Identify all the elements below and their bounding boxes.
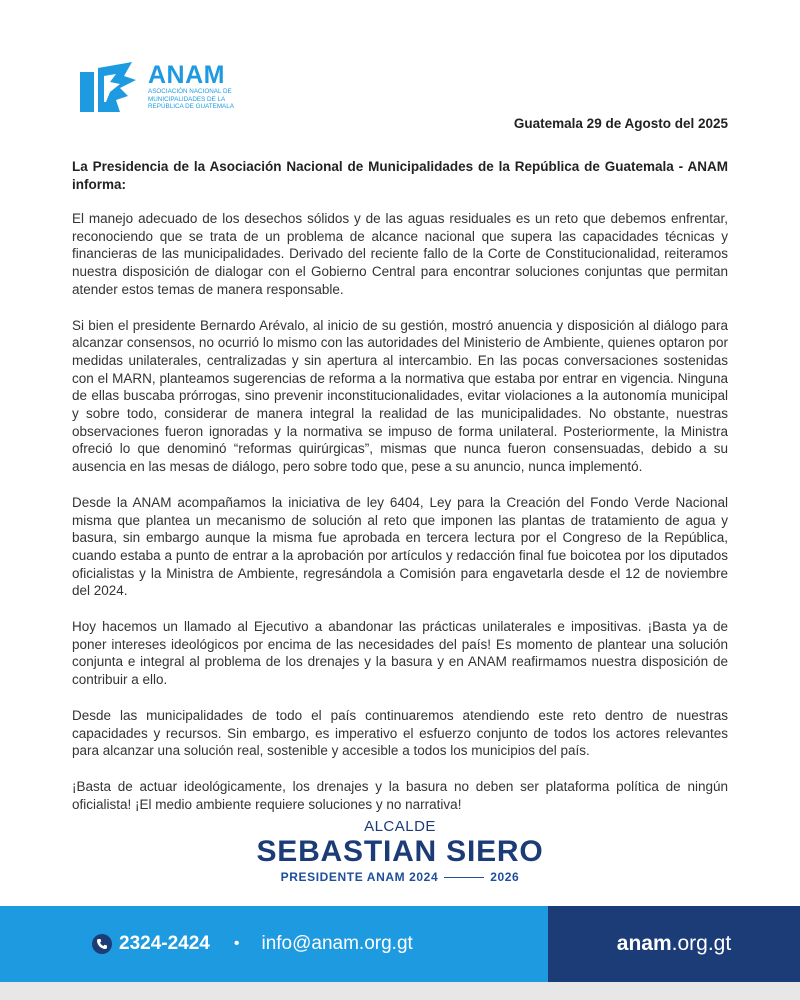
signature-block xyxy=(0,818,800,884)
signature-role xyxy=(0,870,800,884)
guatemala-map-logo-icon xyxy=(80,62,138,112)
bottom-strip xyxy=(0,982,800,1000)
paragraph: El manejo adecuado de los desechos sólidos y de las aguas residuales es un reto que debemos enfrentar, reconociendo que se trata de un problema de alcance nacional que supera las capacidades técnicas y financieras de las municipalidades. Derivado del reciente fallo de la Corte de Constitucionalidad, reiteramos nuestra disposición de dialogar con el Gobierno Central para encontrar soluciones conjuntas que permitan atender estos temas de manera responsable. xyxy=(72,211,728,297)
paragraph: Si bien el presidente Bernardo Arévalo, al inicio de su gestión, mostró anuencia y disposición al diálogo para alcanzar consensos, no ocurrió lo mismo con las autoridades del Ministerio de Ambiente, quienes optaron por medidas unilaterales, centralizadas y sin apertura al intercambio. En las pocas conversaciones sostenidas con el MARN, planteamos sugerencias de reforma a la normativa que estaba por entrar en vigencia. Ninguna de ellas buscaba prórrogas, sino prevenir inconstitucionalidades, evitar violaciones a la autonomía municipal y sobre todo, considerar de manera integral la realidad de las municipalidades. No obstante, nuestras observaciones fueron ignoradas y la normativa se impuso de forma unilateral. Posteriormente, la Ministra ofreció lo que denominó “reformas quirúrgicas”, mismas que nunca fueron consensuadas, debido a su ausencia en las mesas de diálogo, pero sobre todo que, pese a su anuncio, nunca implementó. xyxy=(72,317,728,475)
email-link[interactable]: info@anam.org.gt xyxy=(261,933,413,954)
document-date: Guatemala 29 de Agosto del 2025 xyxy=(513,116,728,131)
footer-bar xyxy=(0,906,800,982)
website-bold: anam xyxy=(616,932,672,955)
logo-name: ANAM xyxy=(148,61,225,89)
phone-number[interactable]: 2324-2424 xyxy=(119,933,210,954)
document-body xyxy=(72,158,728,831)
paragraph: Desde las municipalidades de todo el país continuaremos atendiendo este reto dentro de nuestras capacidades y recursos. Sin embargo, es imperativo el esfuerzo conjunto de todos los actores relevantes para alcanzar una solución real, sostenible y accesible a todos los municipios del país. xyxy=(72,707,728,759)
intro-heading: La Presidencia de la Asociación Nacional de Municipalidades de la República de Guatemala - ANAM informa: xyxy=(72,159,728,192)
website-rest: .org.gt xyxy=(671,932,732,955)
paragraph: Desde la ANAM acompañamos la iniciativa de ley 6404, Ley para la Creación del Fondo Verde Nacional misma que plantea un mecanismo de solución al reto que imponen las plantas de tratamiento de agua y basura, sin embargo aunque la misma fue aprobada en tercera lectura por el Congreso de la República, cuando estaba a punto de entrar a la aprobación por artículos y redacción final fue boicotea por los diputados oficialistas y la Ministra de Ambiente, regresándola a Comisión para engavetarla desde el 12 de noviembre del 2024. xyxy=(72,494,728,599)
anam-logo xyxy=(80,62,258,112)
footer-contact xyxy=(0,906,548,982)
role-divider xyxy=(444,877,484,878)
logo-subtitle: ASOCIACIÓN NACIONAL DE MUNICIPALIDADES DE LA REPÚBLICA DE GUATEMALA xyxy=(148,88,234,110)
footer-separator: • xyxy=(233,935,240,952)
website-link[interactable] xyxy=(548,906,800,982)
signature-title: ALCALDE xyxy=(364,818,436,835)
paragraph: Hoy hacemos un llamado al Ejecutivo a abandonar las prácticas unilaterales e impositivas. ¡Basta ya de poner intereses ideológicos por encima de las necesidades del país! Es momento de plantear una solución conjunta e integral al problema de los drenajes y la basura y en ANAM reafirmamos nuestra disposición de contribuir a ello. xyxy=(72,619,728,688)
paragraph: ¡Basta de actuar ideológicamente, los drenajes y la basura no deben ser plataforma política de ningún oficialista! ¡El medio ambiente requiere soluciones y no narrativa! xyxy=(72,778,728,812)
signature-role-prefix: PRESIDENTE ANAM 2024 xyxy=(280,870,439,884)
signature-name: SEBASTIAN SIERO xyxy=(256,835,544,868)
signature-role-suffix: 2026 xyxy=(490,870,520,884)
phone-icon xyxy=(92,934,112,954)
